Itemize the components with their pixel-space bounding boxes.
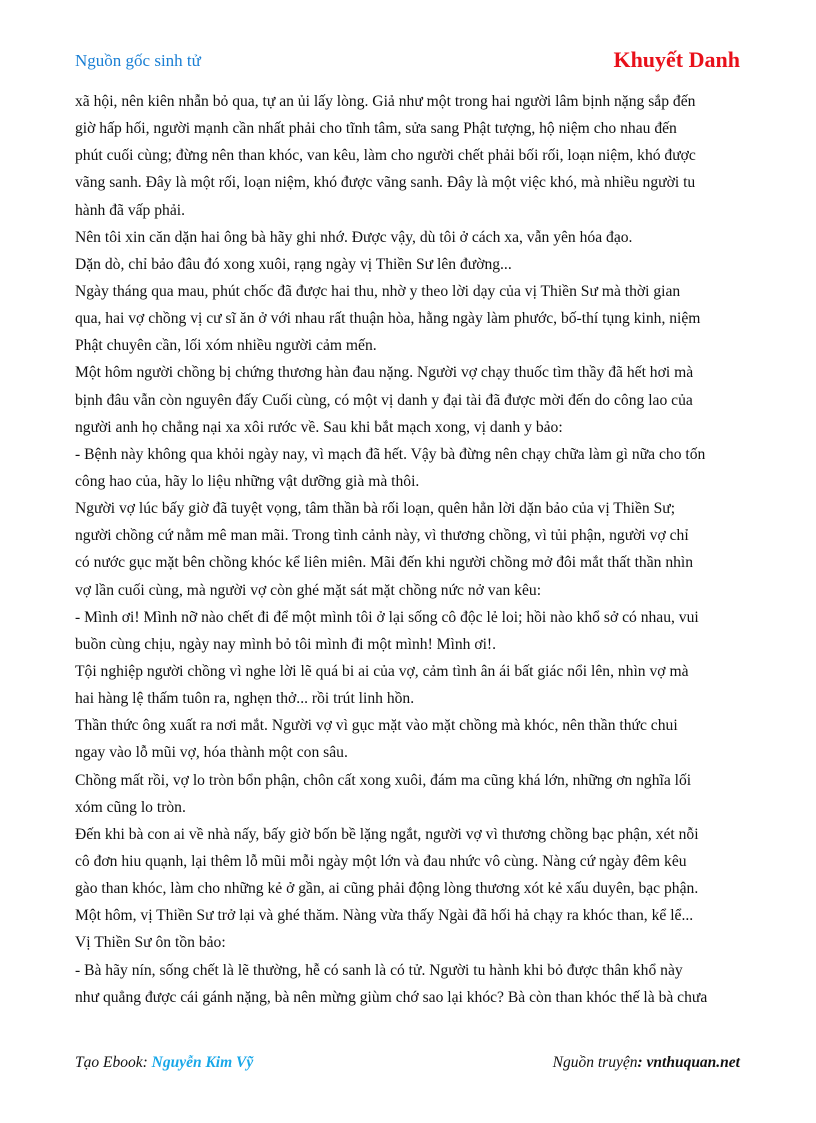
ebook-creator: Nguyễn Kim Vỹ: [151, 1054, 254, 1071]
colon: :: [142, 1054, 152, 1071]
text-line: xóm cũng lo tròn.: [75, 798, 186, 816]
text-line: phút cuối cùng; đừng nên than khóc, van kêu, làm cho người chết phải bối rối, loạn niệm, khó được: [75, 147, 696, 165]
text-line: buồn cùng chịu, ngày nay mình bỏ tôi mình đi một mình! Mình ơi!.: [75, 635, 497, 653]
text-line: Vị Thiền Sư ôn tồn bảo:: [75, 934, 226, 952]
text-line: hành đã vấp phải.: [75, 201, 185, 219]
ebook-label: Tạo Ebook: [75, 1054, 143, 1071]
text-line: xã hội, nên kiên nhẫn bỏ qua, tự an ủi lấy lòng. Giả như một trong hai người lâm bịnh nặng sắp đến: [75, 93, 696, 110]
text-line: bịnh đâu vẫn còn nguyên đấy Cuối cùng, có một vị danh y đại tài đã được mời đến do công lao của: [75, 391, 693, 409]
text-line: - Bệnh này không qua khỏi ngày nay, vì mạch đã hết. Vậy bà đừng nên chạy chữa làm gì nữa cho tốn: [75, 445, 706, 463]
author-name: Khuyết Danh: [613, 47, 740, 72]
text-line: Tội nghiệp người chồng vì nghe lời lẽ quá bi ai của vợ, cảm tình ân ái bất giác nổi lên, nhìn vợ mà: [75, 662, 689, 680]
text-line: Người vợ lúc bấy giờ đã tuyệt vọng, tâm thần bà rối loạn, quên hẳn lời dặn bảo của vị Thiền Sư;: [75, 500, 676, 518]
text-line: qua, hai vợ chồng vị cư sĩ ăn ở với nhau rất thuận hòa, hằng ngày làm phước, bố-thí tụng kinh, niệm: [75, 310, 701, 328]
footer-source-credit: [553, 1054, 740, 1072]
footer-ebook-credit: [75, 1054, 253, 1072]
text-line: có nước gục mặt bên chồng khóc kể liên miên. Mãi đến khi người chồng mở đôi mắt thất thần nhìn: [75, 554, 694, 572]
text-line: Một hôm người chồng bị chứng thương hàn đau nặng. Người vợ chạy thuốc tìm thầy đã hết hơi mà: [75, 364, 694, 382]
text-line: ngay vào lỗ mũi vợ, hóa thành một con sâu.: [75, 744, 348, 762]
source-site: vnthuquan.net: [646, 1054, 740, 1071]
text-line: Chồng mất rồi, vợ lo tròn bổn phận, chôn cất xong xuôi, đám ma cũng khá lớn, những ơn nghĩa lối: [75, 771, 692, 789]
text-line: Thần thức ông xuất ra nơi mắt. Người vợ vì gục mặt vào mặt chồng mà khóc, nên thần thức chui: [75, 717, 678, 735]
text-line: Phật chuyên cần, lối xóm nhiều người cảm mến.: [75, 337, 377, 355]
source-label: Nguồn truyện: [552, 1054, 638, 1071]
text-line: công hao của, hãy lo liệu những vật dưỡng già mà thôi.: [75, 472, 420, 490]
text-line: Đến khi bà con ai về nhà nấy, bấy giờ bốn bề lặng ngắt, người vợ vì thương chồng bạc phận, xét nỗi: [75, 825, 699, 843]
text-line: giờ hấp hối, người mạnh cần nhất phải cho tĩnh tâm, sửa sang Phật tượng, hộ niệm cho nhau đến: [75, 120, 677, 138]
text-line: hai hàng lệ thấm tuôn ra, nghẹn thở... rồi trút linh hồn.: [75, 690, 415, 708]
text-line: người anh họ chẳng nại xa xôi rước về. Sau khi bắt mạch xong, vị danh y bảo:: [75, 418, 563, 436]
text-line: cô đơn hiu quạnh, lại thêm lỗ mũi mỗi ngày một lớn và đau nhức vô cùng. Nàng cứ ngày đêm kêu: [75, 852, 687, 870]
colon: :: [637, 1054, 647, 1071]
text-line: Nên tôi xin căn dặn hai ông bà hãy ghi nhớ. Được vậy, dù tôi ở cách xa, vẫn yên hóa đạo.: [75, 228, 633, 246]
document-body: [75, 88, 745, 1011]
text-line: vợ lần cuối cùng, mà người vợ còn ghé mặt sát mặt chồng nức nở van kêu:: [75, 581, 542, 599]
text-line: như quẳng được cái gánh nặng, bà nên mừng giùm chớ sao lại khóc? Bà còn than khóc thế là bà chưa: [75, 988, 708, 1006]
text-line: Dặn dò, chỉ bảo đâu đó xong xuôi, rạng ngày vị Thiền Sư lên đường...: [75, 255, 512, 273]
text-line: Một hôm, vị Thiền Sư trở lại và ghé thăm. Nàng vừa thấy Ngài đã hối hả chạy ra khóc than, kể lể...: [75, 907, 694, 925]
text-line: vãng sanh. Đây là một rối, loạn niệm, khó được vãng sanh. Đây là một việc khó, mà nhiều người tu: [75, 174, 696, 192]
book-title: Nguồn gốc sinh tử: [75, 51, 201, 70]
text-line: - Bà hãy nín, sống chết là lẽ thường, hễ có sanh là có tử. Người tu hành khi bỏ được thân khổ này: [75, 961, 683, 979]
text-line: - Mình ơi! Mình nỡ nào chết đi để một mình tôi ở lại sống cô độc lẻ loi; hồi nào khổ sở có nhau, vui: [75, 608, 699, 626]
text-line: Ngày tháng qua mau, phút chốc đã được hai thu, nhờ y theo lời dạy của vị Thiền Sư mà thời gian: [75, 282, 681, 300]
text-line: người chồng cứ nằm mê man mãi. Trong tình cảnh này, vì thương chồng, vì tủi phận, người vợ chỉ: [75, 527, 689, 545]
text-line: gào than khóc, làm cho những kẻ ở gần, ai cũng phải động lòng thương xót kẻ xấu duyên, bạc phận.: [75, 880, 699, 898]
